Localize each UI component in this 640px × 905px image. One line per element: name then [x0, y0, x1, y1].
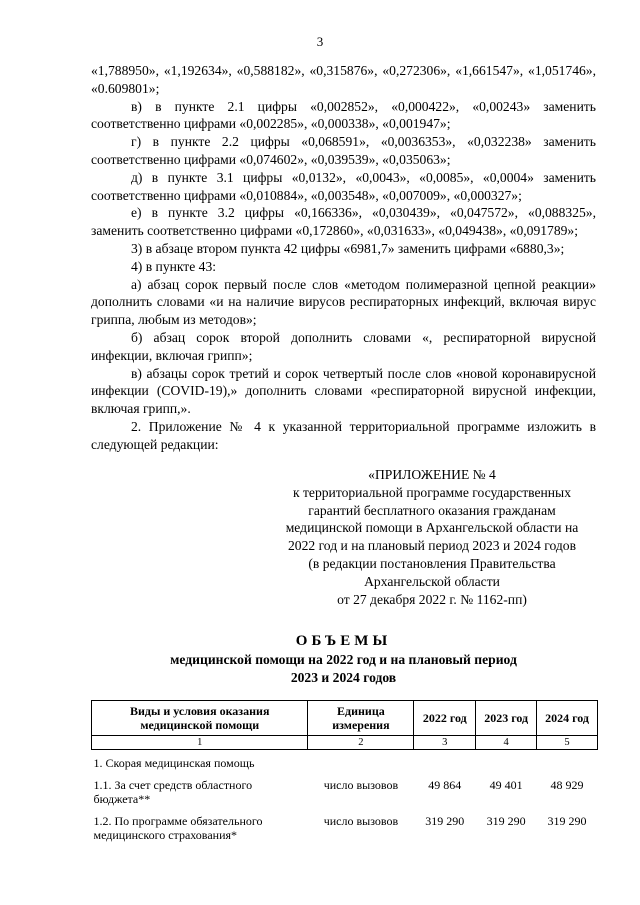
column-header: Виды и условия оказания медицинской помощи — [92, 701, 308, 736]
paragraph: 2. Приложение № 4 к указанной территориальной программе изложить в следующей редакции: — [91, 418, 596, 452]
paragraph: д) в пункте 3.1 цифры «0,0132», «0,0043», «0,0085», «0,0004» заменить соответственно цифрами «0,010884», «0,003548», «0,007009», «0,000327»; — [91, 169, 596, 203]
paragraph: б) абзац сорок второй дополнить словами «, респираторной вирусной инфекции, включая грипп»; — [91, 329, 596, 363]
value-2022: 49 864 — [428, 778, 462, 792]
column-number: 5 — [537, 736, 598, 750]
row-label: 1.2. По программе обязательного медицинского страхования* — [93, 814, 263, 842]
paragraph: в) в пункте 2.1 цифры «0,002852», «0,000422», «0,00243» заменить соответственно цифрами «0,002285», «0,000338», «0,001947»; — [91, 98, 596, 132]
row-unit: число вызовов — [323, 778, 399, 792]
row-unit — [308, 750, 414, 773]
appendix-line: от 27 декабря 2022 г. № 1162-пп) — [337, 591, 527, 607]
appendix-line: медицинской помощи в Архангельской области на — [285, 520, 579, 536]
row-unit: число вызовов — [323, 814, 399, 828]
amendment-text — [91, 62, 596, 454]
value-2023: 49 401 — [489, 778, 523, 792]
page-number: 3 — [316, 34, 324, 49]
paragraph: в) абзацы сорок третий и сорок четвертый после слов «новой коронавирусной инфекции (COVID-19),» дополнить словами «респираторной вирусной инфекции, включая грипп,». — [91, 365, 596, 417]
heading-subtitle: 2023 и 2024 годов — [290, 670, 397, 685]
appendix-line: (в редакции постановления Правительства — [308, 555, 556, 571]
paragraph: а) абзац сорок первый после слов «методом полимеразной цепной реакции» дополнить словами «и на наличие вирусов респираторных инфекций, включая вирус гриппа, любым из методов»; — [91, 276, 596, 328]
value-2023: 319 290 — [486, 814, 526, 828]
column-header: Единица измерения — [308, 701, 414, 736]
table-row — [92, 750, 598, 773]
column-header: 2022 год — [414, 701, 476, 736]
table-header-row — [92, 701, 598, 736]
volumes-table — [91, 700, 598, 844]
paragraph: е) в пункте 3.2 цифры «0,166336», «0,030439», «0,047572», «0,088325», заменить соответственно цифрами «0,172860», «0,031633», «0,049438», «0,091789»; — [91, 205, 596, 239]
table-row — [92, 808, 598, 844]
appendix-line: к территориальной программе государственных — [292, 484, 571, 500]
column-header: 2024 год — [537, 701, 598, 736]
value-2024: 48 929 — [550, 778, 584, 792]
paragraph: 3) в абзаце втором пункта 42 цифры «6981,7» заменить цифрами «6880,3»; — [131, 240, 565, 256]
column-number-row — [92, 736, 598, 750]
paragraph: «1,788950», «1,192634», «0,588182», «0,315876», «0,272306», «1,661547», «1,051746», «0.609801»; — [91, 63, 596, 96]
column-header: 2023 год — [476, 701, 537, 736]
column-number: 4 — [476, 736, 537, 750]
row-label: 1.1. За счет средств областного бюджета** — [93, 778, 253, 806]
value-2022 — [414, 750, 476, 773]
value-2022: 319 290 — [425, 814, 465, 828]
appendix-line: «ПРИЛОЖЕНИЕ № 4 — [368, 467, 496, 482]
row-label: 1. Скорая медицинская помощь — [93, 756, 255, 770]
column-number: 1 — [92, 736, 308, 750]
appendix-line: 2022 год и на плановый период 2023 и 2024 годов — [287, 538, 577, 554]
paragraph: 4) в пункте 43: — [131, 258, 217, 274]
heading-title: ОБЪЕМЫ — [295, 633, 392, 649]
value-2024 — [537, 750, 598, 773]
heading-subtitle: медицинской помощи на 2022 год и на плановый период — [170, 652, 517, 667]
value-2024: 319 290 — [547, 814, 587, 828]
appendix-header — [262, 466, 602, 608]
appendix-line: гарантий бесплатного оказания гражданам — [308, 502, 556, 518]
paragraph: г) в пункте 2.2 цифры «0,068591», «0,0036353», «0,032238» заменить соответственно цифрами «0,074602», «0,039539», «0,035063»; — [91, 134, 596, 167]
value-2023 — [476, 750, 537, 773]
table-row — [92, 772, 598, 808]
column-number: 3 — [414, 736, 476, 750]
appendix-line: Архангельской области — [364, 573, 500, 589]
column-number: 2 — [308, 736, 414, 750]
section-heading — [91, 631, 596, 687]
